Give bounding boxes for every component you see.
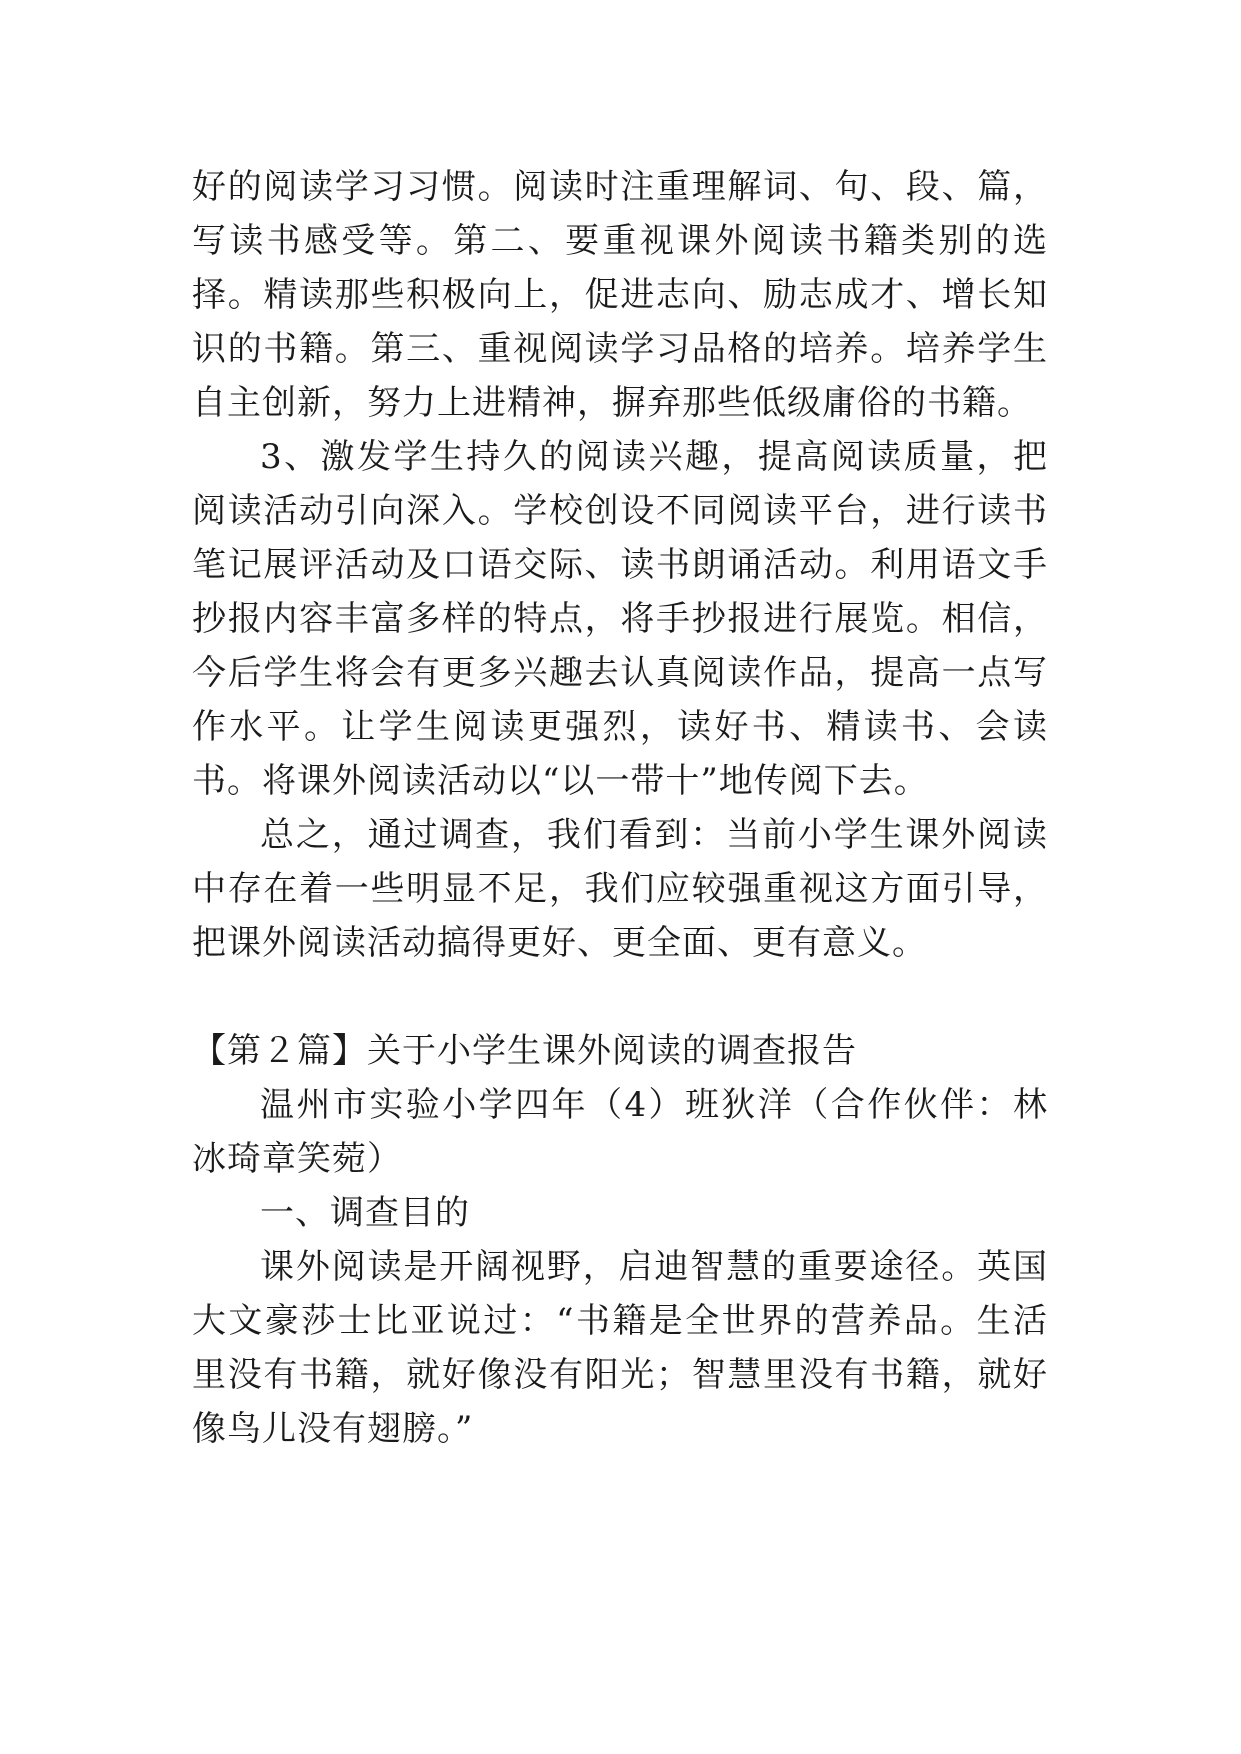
body-paragraph-2: 3、激发学生持久的阅读兴趣，提高阅读质量，把阅读活动引向深入。学校创设不同阅读平台，进行读书笔记展评活动及口语交际、读书朗诵活动。利用语文手抄报内容丰富多样的特点，将手抄报进行展览。相信，今后学生将会有更多兴趣去认真阅读作品，提高一点写作水平。让学生阅读更强烈，读好书、精读书、会读书。将课外阅读活动以“以一带十”地传阅下去。 <box>192 437 1048 801</box>
body-paragraph-3: 总之，通过调查，我们看到：当前小学生课外阅读中存在着一些明显不足，我们应较强重视这方面引导，把课外阅读活动搞得更好、更全面、更有意义。 <box>192 815 1048 963</box>
section-spacer <box>192 970 1048 1024</box>
body-paragraph-1: 好的阅读学习习惯。阅读时注重理解词、句、段、篇，写读书感受等。第二、要重视课外阅读书籍类别的选择。精读那些积极向上，促进志向、励志成才、增长知识的书籍。第三、重视阅读学习品格的培养。培养学生自主创新，努力上进精神，摒弃那些低级庸俗的书籍。 <box>192 167 1048 423</box>
section-title: 【第２篇】关于小学生课外阅读的调查报告 <box>192 1031 857 1071</box>
document-body <box>192 160 1048 1456</box>
purpose-paragraph: 课外阅读是开阔视野，启迪智慧的重要途径。英国大文豪莎士比亚说过：“书籍是全世界的营养品。生活里没有书籍，就好像没有阳光；智慧里没有书籍，就好像鸟儿没有翅膀。” <box>192 1247 1048 1449</box>
author-line: 温州市实验小学四年（4）班狄洋（合作伙伴：林冰琦章笑菀） <box>192 1085 1048 1179</box>
heading-purpose: 一、调查目的 <box>260 1193 470 1233</box>
